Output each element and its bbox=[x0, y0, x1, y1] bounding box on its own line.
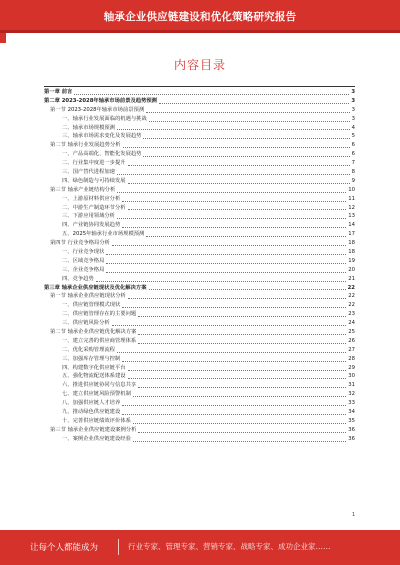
toc-dot-leader bbox=[128, 297, 346, 299]
toc-entry-label: 一、产品高端化、智能化发展趋势 bbox=[62, 151, 142, 158]
toc-dot-leader bbox=[133, 440, 346, 442]
report-title: 轴承企业供应链建设和优化策略研究报告 bbox=[103, 11, 297, 23]
toc-entry-label: 三、加强库存管理与控制 bbox=[62, 355, 121, 362]
footer-tagline: 行业专家、管理专家、营销专家、战略专家、成功企业家…… bbox=[128, 542, 331, 551]
toc-subsection-entry[interactable] bbox=[44, 248, 355, 257]
header-stripe bbox=[0, 30, 400, 33]
toc-entry-label: 第一节 轴承企业供应链现状分析 bbox=[50, 293, 126, 300]
toc-top-divider bbox=[44, 86, 355, 87]
toc-entry-page: 3 bbox=[351, 88, 355, 95]
toc-entry-label: 八、加强供应链人才培养 bbox=[62, 400, 121, 407]
toc-dot-leader bbox=[138, 333, 346, 335]
toc-entry-label: 第一章 前言 bbox=[44, 88, 73, 95]
toc-dot-leader bbox=[128, 208, 347, 210]
toc-entry-label: 第二章 2023-2028年轴承市场前景及趋势预测 bbox=[44, 97, 157, 104]
toc-entry-page: 9 bbox=[351, 177, 355, 184]
toc-subsection-entry[interactable] bbox=[44, 124, 355, 133]
toc-dot-leader bbox=[133, 422, 346, 424]
toc-entry-page: 19 bbox=[348, 257, 355, 264]
toc-entry-page: 17 bbox=[348, 231, 355, 238]
toc-entry-label: 四、竞争趋势 bbox=[62, 275, 94, 282]
toc-subsection-entry[interactable] bbox=[44, 408, 355, 417]
toc-subsection-entry[interactable] bbox=[44, 346, 355, 355]
toc-subsection-entry[interactable] bbox=[44, 301, 355, 310]
toc-entry-page: 18 bbox=[348, 249, 355, 256]
toc-dot-leader bbox=[159, 102, 349, 104]
toc-dot-leader bbox=[146, 235, 346, 237]
toc-dot-leader bbox=[128, 377, 347, 379]
toc-dot-leader bbox=[143, 155, 349, 157]
toc-subsection-entry[interactable] bbox=[44, 168, 355, 177]
toc-subsection-entry[interactable] bbox=[44, 435, 355, 444]
toc-entry-label: 六、推进供应链协同与信息共享 bbox=[62, 382, 137, 389]
toc-section-entry[interactable] bbox=[44, 426, 355, 435]
toc-dot-leader bbox=[138, 315, 346, 317]
toc-subsection-entry[interactable] bbox=[44, 390, 355, 399]
toc-subsection-entry[interactable] bbox=[44, 266, 355, 275]
toc-dot-leader bbox=[112, 244, 346, 246]
toc-entry-label: 三、企业竞争格局 bbox=[62, 266, 105, 273]
toc-subsection-entry[interactable] bbox=[44, 230, 355, 239]
toc-entry-label: 一、轴承行业发展面临的机遇与挑战 bbox=[62, 115, 147, 122]
toc-entry-label: 二、供应链管理存在的主要问题 bbox=[62, 311, 137, 318]
toc-dot-leader bbox=[122, 226, 346, 228]
toc-entry-label: 七、建立供应链风险预警机制 bbox=[62, 391, 131, 398]
toc-dot-leader bbox=[122, 404, 346, 406]
toc-dot-leader bbox=[106, 262, 346, 264]
toc-dot-leader bbox=[122, 306, 346, 308]
toc-subsection-entry[interactable] bbox=[44, 257, 355, 266]
toc-subsection-entry[interactable] bbox=[44, 275, 355, 284]
toc-subsection-entry[interactable] bbox=[44, 132, 355, 141]
toc-entry-page: 3 bbox=[351, 115, 355, 122]
toc-entry-label: 五、强化物流配送体系建设 bbox=[62, 373, 126, 380]
toc-entry-label: 四、构建数字化供应链平台 bbox=[62, 364, 126, 371]
toc-entry-label: 四、绿色制造与可持续发展 bbox=[62, 177, 126, 184]
footer-divider bbox=[118, 539, 119, 555]
toc-entry-page: 6 bbox=[351, 151, 355, 158]
toc-dot-leader bbox=[122, 413, 346, 415]
toc-entry-page: 36 bbox=[348, 435, 355, 442]
toc-entry-label: 三、国产替代进程加速 bbox=[62, 169, 115, 175]
toc-subsection-entry[interactable] bbox=[44, 355, 355, 364]
toc-dot-leader bbox=[138, 386, 346, 388]
toc-entry-page: 18 bbox=[348, 240, 355, 247]
toc-entry-page: 3 bbox=[351, 97, 355, 104]
toc-subsection-entry[interactable] bbox=[44, 221, 355, 230]
toc-entry-label: 第四节 行业竞争格局分析 bbox=[50, 240, 110, 247]
toc-dot-leader bbox=[146, 111, 350, 113]
toc-entry-label: 五、2025年轴承行业市场规模预测 bbox=[62, 231, 145, 238]
toc-dot-leader bbox=[117, 173, 350, 175]
toc-dot-leader bbox=[117, 217, 346, 219]
toc-dot-leader bbox=[117, 191, 346, 193]
footer-slogan: 让每个人都能成为 bbox=[30, 543, 99, 553]
toc-entry-page: 24 bbox=[348, 320, 355, 327]
toc-entry-page: 36 bbox=[348, 426, 355, 433]
toc-dot-leader bbox=[149, 120, 350, 122]
header-accent bbox=[0, 33, 6, 43]
toc-subsection-entry[interactable] bbox=[44, 399, 355, 408]
toc-entry-page: 20 bbox=[348, 266, 355, 273]
toc-subsection-entry[interactable] bbox=[44, 310, 355, 319]
toc-dot-leader bbox=[106, 271, 346, 273]
toc-subsection-entry[interactable] bbox=[44, 159, 355, 168]
toc-entry-page: 25 bbox=[348, 329, 355, 336]
table-of-contents bbox=[44, 88, 355, 444]
toc-entry-label: 九、推动绿色供应链建设 bbox=[62, 409, 121, 416]
toc-entry-page: 34 bbox=[348, 409, 355, 416]
toc-entry-label: 三、轴承市场需求变化及发展趋势 bbox=[62, 133, 142, 140]
toc-entry-page: 3 bbox=[351, 106, 355, 113]
toc-dot-leader bbox=[128, 182, 350, 184]
toc-section-entry[interactable] bbox=[44, 328, 355, 337]
toc-entry-label: 第二节 轴承行业发展趋势分析 bbox=[50, 142, 121, 149]
toc-entry-label: 一、建立完善的供应商管理体系 bbox=[62, 337, 137, 344]
toc-entry-page: 4 bbox=[351, 124, 355, 131]
toc-entry-label: 第一节 2023-2028年轴承市场前景预测 bbox=[50, 106, 145, 113]
toc-heading: 内容目录 bbox=[173, 58, 226, 72]
toc-entry-label: 二、优化采购管理流程 bbox=[62, 346, 115, 353]
toc-entry-page: 26 bbox=[348, 337, 355, 344]
toc-entry-label: 一、供应链管理模式现状 bbox=[62, 302, 121, 309]
toc-entry-page: 13 bbox=[348, 213, 355, 220]
toc-subsection-entry[interactable] bbox=[44, 204, 355, 213]
toc-entry-page: 14 bbox=[348, 222, 355, 229]
toc-dot-leader bbox=[149, 288, 346, 290]
toc-subsection-entry[interactable] bbox=[44, 319, 355, 328]
toc-dot-leader bbox=[122, 360, 346, 362]
toc-chapter-entry[interactable] bbox=[44, 284, 355, 293]
toc-subsection-entry[interactable] bbox=[44, 150, 355, 159]
toc-dot-leader bbox=[128, 164, 350, 166]
toc-section-entry[interactable] bbox=[44, 141, 355, 150]
toc-entry-label: 第三节 轴承企业供应链建设案例分析 bbox=[50, 426, 137, 433]
toc-subsection-entry[interactable] bbox=[44, 381, 355, 390]
toc-entry-page: 31 bbox=[348, 382, 355, 389]
toc-subsection-entry[interactable] bbox=[44, 115, 355, 124]
toc-dot-leader bbox=[122, 200, 346, 202]
toc-entry-page: 6 bbox=[351, 142, 355, 149]
toc-entry-page: 32 bbox=[348, 391, 355, 398]
toc-dot-leader bbox=[112, 324, 347, 326]
toc-subsection-entry[interactable] bbox=[44, 373, 355, 382]
toc-entry-label: 四、产业链协同发展趋势 bbox=[62, 222, 121, 229]
report-header-bar bbox=[0, 0, 400, 33]
toc-dot-leader bbox=[133, 395, 346, 397]
toc-entry-label: 三、下游应用领域分析 bbox=[62, 213, 115, 220]
toc-section-entry[interactable] bbox=[44, 292, 355, 301]
toc-dot-leader bbox=[106, 253, 346, 255]
toc-entry-label: 二、轴承市场规模预测 bbox=[62, 124, 115, 131]
page-number: 1 bbox=[352, 512, 356, 518]
toc-subsection-entry[interactable] bbox=[44, 337, 355, 346]
toc-subsection-entry[interactable] bbox=[44, 212, 355, 221]
toc-entry-page: 8 bbox=[351, 169, 355, 175]
toc-dot-leader bbox=[117, 351, 346, 353]
toc-entry-label: 十、完善供应链绩效评价体系 bbox=[62, 417, 131, 424]
toc-entry-label: 第三章 轴承企业供应链现状及优化解决方案 bbox=[44, 284, 147, 291]
toc-entry-label: 一、行业竞争现状 bbox=[62, 249, 105, 256]
toc-entry-page: 23 bbox=[348, 311, 355, 318]
toc-dot-leader bbox=[138, 431, 346, 433]
toc-dot-leader bbox=[138, 342, 346, 344]
toc-dot-leader bbox=[117, 128, 350, 130]
toc-dot-leader bbox=[96, 280, 346, 282]
toc-chapter-entry[interactable] bbox=[44, 88, 355, 97]
toc-entry-page: 5 bbox=[351, 133, 355, 140]
toc-dot-leader bbox=[123, 146, 350, 148]
toc-dot-leader bbox=[74, 93, 349, 95]
toc-entry-label: 三、供应链风险分析 bbox=[62, 320, 110, 327]
toc-entry-label: 一、案例企业供应链建设经验 bbox=[62, 435, 131, 442]
toc-entry-label: 一、上游原材料供应分析 bbox=[62, 195, 121, 202]
toc-entry-page: 27 bbox=[348, 346, 355, 353]
toc-section-entry[interactable] bbox=[44, 239, 355, 248]
toc-entry-page: 11 bbox=[348, 195, 355, 202]
toc-entry-page: 35 bbox=[348, 417, 355, 424]
toc-entry-page: 7 bbox=[351, 160, 355, 167]
toc-entry-label: 二、区域竞争格局 bbox=[62, 257, 105, 264]
toc-entry-label: 二、行业集中度进一步提升 bbox=[62, 160, 126, 167]
toc-dot-leader bbox=[128, 369, 347, 371]
toc-entry-label: 第三节 轴承产业链结构分析 bbox=[50, 186, 116, 193]
toc-section-entry[interactable] bbox=[44, 106, 355, 115]
toc-entry-page: 21 bbox=[348, 275, 355, 282]
toc-entry-page: 10 bbox=[348, 186, 355, 193]
toc-entry-page: 29 bbox=[348, 364, 355, 371]
toc-entry-label: 第二节 轴承企业供应链优化解决方案 bbox=[50, 329, 137, 336]
toc-section-entry[interactable] bbox=[44, 186, 355, 195]
toc-entry-page: 22 bbox=[347, 284, 355, 291]
toc-entry-page: 33 bbox=[348, 400, 355, 407]
toc-subsection-entry[interactable] bbox=[44, 195, 355, 204]
toc-entry-page: 28 bbox=[348, 355, 355, 362]
toc-dot-leader bbox=[143, 137, 349, 139]
footer-bar bbox=[0, 530, 400, 565]
toc-subsection-entry[interactable] bbox=[44, 417, 355, 426]
toc-entry-page: 30 bbox=[348, 373, 355, 380]
toc-chapter-entry[interactable] bbox=[44, 97, 355, 106]
toc-subsection-entry[interactable] bbox=[44, 177, 355, 186]
toc-entry-page: 12 bbox=[348, 204, 355, 211]
toc-subsection-entry[interactable] bbox=[44, 364, 355, 373]
toc-entry-page: 22 bbox=[348, 293, 355, 300]
toc-entry-label: 二、中游生产制造环节分析 bbox=[62, 204, 126, 211]
toc-entry-page: 22 bbox=[348, 302, 355, 309]
